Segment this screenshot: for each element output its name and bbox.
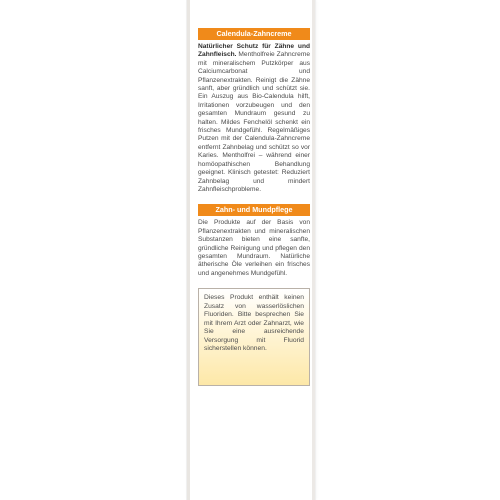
panel-content bbox=[198, 28, 310, 386]
panel-right-fold bbox=[312, 0, 315, 500]
section-body-calendula: Mentholfreie Zahncreme mit mineralischem Putzkörper aus Calciumcarbonat und Pflanzenextrakten. Reinigt die Zähne sanft, aber gründlich und schützt sie. Ein Auszug aus Bio-Calendula hilft, Irritationen vorzubeugen und den gesamten Mundraum gesund zu halten. Mildes Fenchelöl schenkt ein frisches Mundgefühl. Regelmäßiges Putzen mit der Calendula-Zahncreme entfernt Zahnbelag und schützt so vor Karies. Mentholfrei – während einer homöopathischen Behandlung geeignet. Klinisch getestet: Reduziert Zahnbelag und mindert Zahnfleischprobleme. bbox=[198, 51, 310, 193]
fluoride-notice-text: Dieses Produkt enthält keinen Zusatz von wasserlöslichen Fluoriden. Bitte besprechen Sie mit Ihrem Arzt oder Zahnarzt, wie Sie eine ausreichende Versorgung mit Fluorid sicherstellen können. bbox=[204, 294, 304, 353]
fluoride-notice-box bbox=[198, 288, 310, 386]
section-header-mundpflege: Zahn- und Mundpflege bbox=[198, 204, 310, 216]
panel-left-fold bbox=[187, 0, 190, 500]
section-text-mundpflege: Die Produkte auf der Basis von Pflanzenextrakten und mineralischen Substanzen bieten eine sanfte, gründliche Reinigung und pflegen den gesamten Mundraum. Natürliche ätherische Öle verleihen ein frisches und angenehmes Mundgefühl. bbox=[198, 219, 310, 277]
section-spacer bbox=[198, 194, 310, 204]
section-text-calendula bbox=[198, 43, 310, 194]
section-header-calendula: Calendula-Zahncreme bbox=[198, 28, 310, 40]
section-lead-calendula: Natürlicher Schutz für Zähne und Zahnfleisch. bbox=[198, 43, 310, 59]
